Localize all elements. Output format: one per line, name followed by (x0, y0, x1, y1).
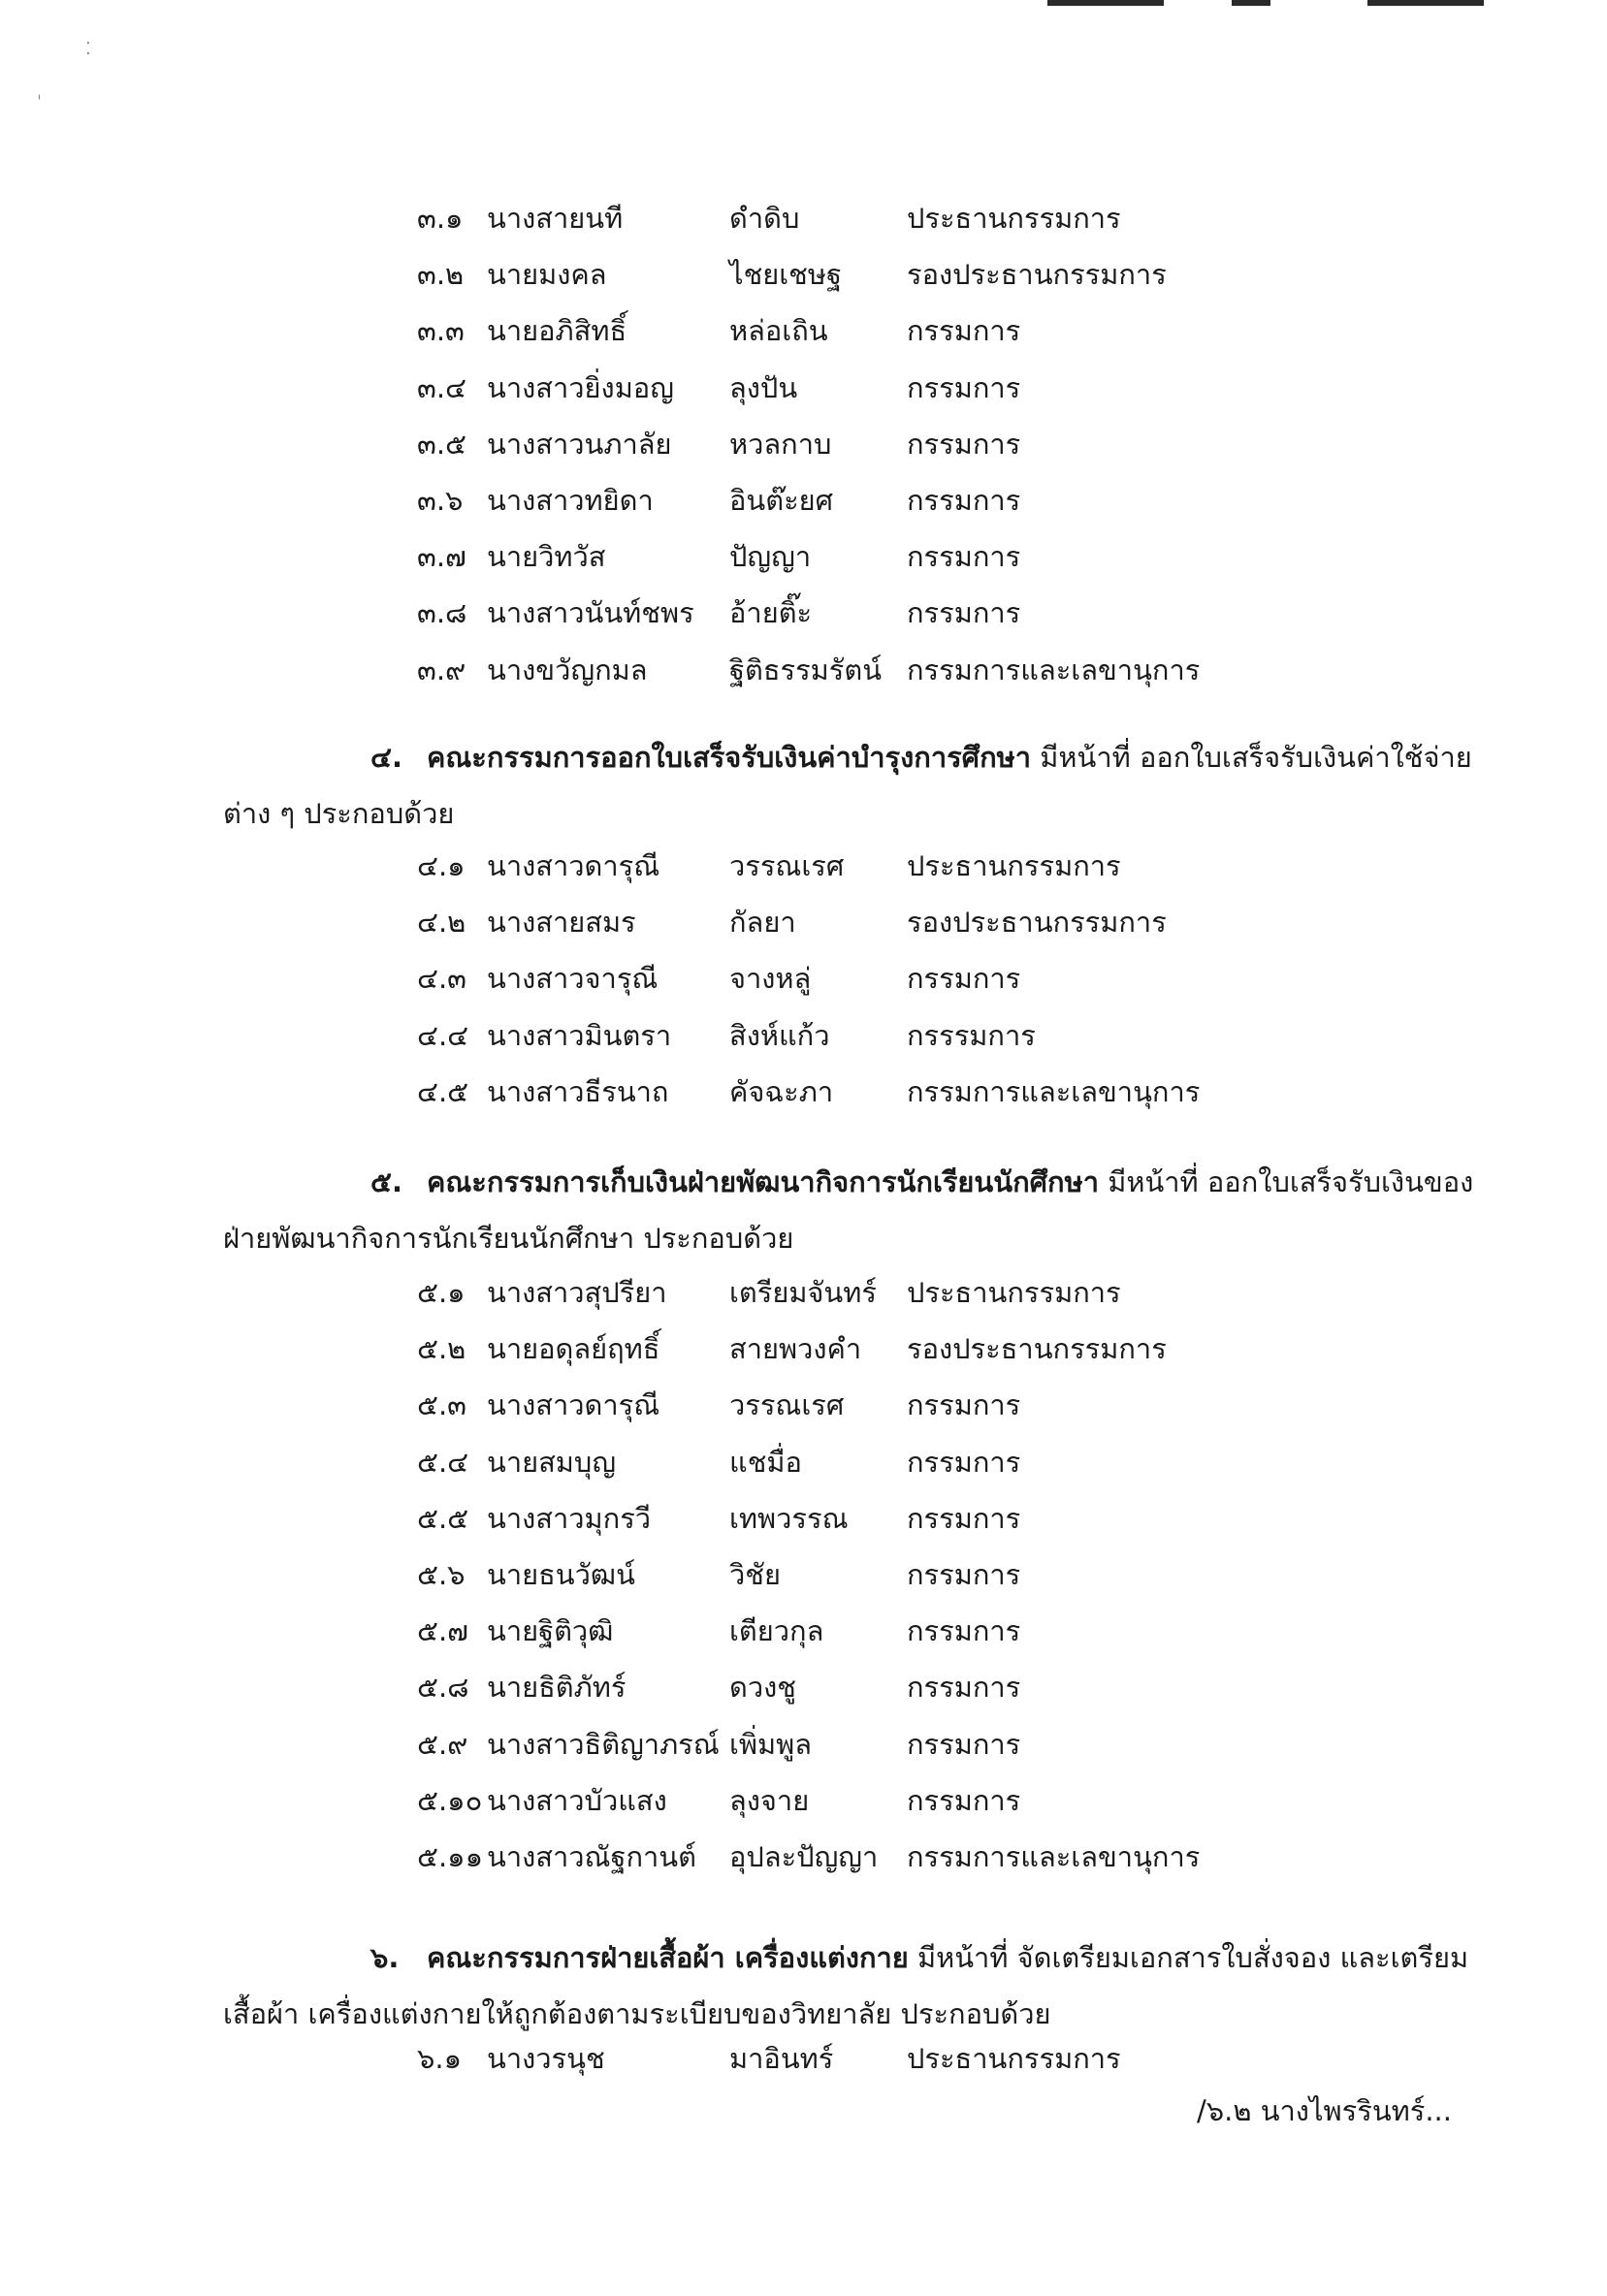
section-duty-continued: ฝ่ายพัฒนากิจการนักเรียนนักศึกษา ประกอบด้วย (223, 1222, 794, 1255)
member-role: รองประธานกรรมการ (907, 258, 1167, 292)
member-first-name: นางสาวดารุณี (487, 849, 660, 882)
member-first-name: นางสาวนภาลัย (487, 427, 672, 461)
member-role: กรรมการ (907, 1501, 1021, 1535)
member-last-name: หวลกาบ (729, 427, 832, 461)
member-number: ๖.๑ (417, 2042, 463, 2075)
member-role: รองประธานกรรมการ (907, 1332, 1167, 1366)
member-number: ๕.๙ (417, 1727, 468, 1761)
member-first-name: นางสาวยิ่งมอญ (487, 370, 674, 404)
section-6-member-list (417, 2030, 1532, 2087)
section-number: ๔. (370, 741, 402, 774)
member-number: ๔.๑ (417, 849, 466, 882)
member-row (417, 1377, 1532, 1433)
member-role: กรรมการ (907, 596, 1021, 630)
member-number: ๕.๗ (417, 1614, 468, 1648)
member-row (417, 1716, 1532, 1772)
member-last-name: เพิ่มพูล (729, 1727, 813, 1761)
member-number: ๓.๖ (417, 483, 464, 517)
member-number: ๓.๔ (417, 370, 466, 404)
section-duty: มีหน้าที่ ออกใบเสร็จรับเงินค่าใช้จ่าย (1031, 741, 1472, 774)
member-role: ประธานกรรมการ (907, 202, 1121, 235)
member-role: ประธานกรรมการ (907, 2042, 1121, 2075)
section-4-member-list (417, 838, 1532, 1120)
member-role: กรรมการและเลขานุการ (907, 1839, 1201, 1873)
member-first-name: นางสาวมินตรา (487, 1018, 672, 1052)
member-role: กรรมการ (907, 1783, 1021, 1817)
section-number: ๕. (370, 1165, 402, 1198)
member-row (417, 1264, 1532, 1321)
section-title: คณะกรรมการออกใบเสร็จรับเงินค่าบำรุงการศึกษา (427, 741, 1032, 774)
member-row (417, 1007, 1532, 1064)
member-row (417, 950, 1532, 1006)
member-number: ๓.๗ (417, 540, 466, 574)
member-first-name: นางสายนที (487, 202, 624, 235)
member-number: ๕.๒ (417, 1332, 466, 1366)
scan-speck: ˈ (37, 92, 42, 112)
member-number: ๕.๓ (417, 1388, 466, 1422)
member-role: กรรรมการ (907, 1018, 1036, 1052)
member-last-name: แชมื่อ (729, 1445, 802, 1479)
member-row (417, 472, 1532, 528)
member-first-name: นางสาวทยิดา (487, 483, 654, 517)
member-number: ๔.๓ (417, 962, 466, 996)
member-last-name: ปัญญา (729, 540, 812, 574)
member-last-name: อ้ายติ๊ะ (729, 596, 813, 630)
member-row (417, 190, 1532, 246)
member-number: ๔.๒ (417, 906, 466, 940)
member-first-name: นายสมบุญ (487, 1445, 617, 1479)
member-first-name: นางขวัญกมล (487, 653, 648, 686)
member-first-name: นายธนวัฒน์ (487, 1557, 635, 1591)
member-number: ๓.๙ (417, 653, 466, 686)
member-first-name: นางสาวสุปรียา (487, 1276, 667, 1309)
member-row (417, 1434, 1532, 1490)
member-last-name: ไชยเชษฐ (729, 258, 842, 292)
member-number: ๕.๖ (417, 1557, 466, 1591)
member-last-name: มาอินทร์ (729, 2042, 834, 2075)
member-role: ประธานกรรมการ (907, 849, 1121, 882)
member-row (417, 642, 1532, 698)
member-first-name: นางสายสมร (487, 906, 636, 940)
member-role: กรรมการ (907, 1727, 1021, 1761)
member-last-name: เตียวกุล (729, 1614, 824, 1648)
member-number: ๕.๘ (417, 1671, 469, 1705)
member-row (417, 894, 1532, 950)
member-number: ๔.๕ (417, 1074, 469, 1108)
member-first-name: นายอดุลย์ฤทธิ์ (487, 1332, 660, 1366)
member-first-name: นายมงคล (487, 258, 607, 292)
member-row (417, 838, 1532, 894)
member-last-name: กัลยา (729, 906, 796, 940)
member-last-name: วรรณเรศ (729, 1388, 845, 1422)
member-number: ๕.๕ (417, 1501, 469, 1535)
member-row (417, 1321, 1532, 1377)
member-first-name: นายฐิติวุฒิ (487, 1614, 614, 1648)
member-first-name: นางสาวธีรนาถ (487, 1074, 669, 1108)
scan-speck: ⁚ (85, 39, 91, 59)
member-first-name: นายวิทวัส (487, 540, 606, 574)
member-last-name: สิงห์แก้ว (729, 1018, 830, 1052)
member-row (417, 1603, 1532, 1659)
member-role: กรรมการและเลขานุการ (907, 653, 1201, 686)
member-first-name: นางสาวดารุณี (487, 1388, 660, 1422)
member-first-name: นางสาวธิติญาภรณ์ (487, 1727, 720, 1761)
section-5-heading (223, 1154, 1474, 1266)
member-number: ๓.๘ (417, 596, 467, 630)
member-role: กรรมการ (907, 962, 1021, 996)
member-row (417, 416, 1532, 472)
section-5-member-list (417, 1264, 1532, 1885)
member-role: กรรมการ (907, 1671, 1021, 1705)
member-role: กรรมการและเลขานุการ (907, 1074, 1201, 1108)
section-4-heading (223, 729, 1472, 842)
member-row (417, 1659, 1532, 1715)
member-role: รองประธานกรรมการ (907, 906, 1167, 940)
member-first-name: นายธิติภัทร์ (487, 1671, 627, 1705)
member-last-name: ฐิติธรรมรัตน์ (729, 653, 883, 686)
member-last-name: วรรณเรศ (729, 849, 845, 882)
section-title: คณะกรรมการเก็บเงินฝ่ายพัฒนากิจการนักเรียนนักศึกษา (427, 1165, 1099, 1198)
section-duty: มีหน้าที่ ออกใบเสร็จรับเงินของ (1099, 1165, 1474, 1198)
member-first-name: นางวรนุช (487, 2042, 605, 2075)
member-first-name: นางสาวมุกรวี (487, 1501, 652, 1535)
member-role: ประธานกรรมการ (907, 1276, 1121, 1309)
member-row (417, 1772, 1532, 1829)
member-last-name: ลุงจาย (729, 1783, 810, 1817)
member-role: กรรมการ (907, 1614, 1021, 1648)
section-6-heading (223, 1929, 1469, 2042)
member-last-name: ดำดิบ (729, 202, 800, 235)
member-row (417, 1547, 1532, 1603)
member-number: ๓.๑ (417, 202, 464, 235)
section-3-member-list (417, 190, 1532, 698)
member-role: กรรมการ (907, 1388, 1021, 1422)
member-number: ๕.๑๑ (417, 1839, 483, 1873)
member-last-name: ลุงปัน (729, 370, 798, 404)
member-number: ๕.๑ (417, 1276, 466, 1309)
member-row (417, 585, 1532, 641)
member-row (417, 360, 1532, 416)
member-last-name: จางหลู่ (729, 962, 812, 996)
member-number: ๔.๔ (417, 1018, 469, 1052)
member-role: กรรมการ (907, 540, 1021, 574)
member-first-name: นางสาวณัฐกานต์ (487, 1839, 696, 1873)
member-number: ๓.๒ (417, 258, 465, 292)
member-first-name: นางสาวนันท์ชพร (487, 596, 694, 630)
section-number: ๖. (370, 1941, 400, 1974)
section-duty-continued: เสื้อผ้า เครื่องแต่งกายให้ถูกต้องตามระเบียบของวิทยาลัย ประกอบด้วย (223, 1997, 1051, 2030)
page-continuation: /๖.๒ นางไพรรินทร์... (1196, 2094, 1452, 2127)
member-role: กรรมการ (907, 483, 1021, 517)
section-title: คณะกรรมการฝ่ายเสื้อผ้า เครื่องแต่งกาย (427, 1941, 909, 1974)
member-last-name: สายพวงคำ (729, 1332, 862, 1366)
member-row (417, 1490, 1532, 1547)
member-row (417, 1829, 1532, 1885)
member-number: ๓.๕ (417, 427, 466, 461)
member-last-name: เตรียมจันทร์ (729, 1276, 877, 1309)
member-role: กรรมการ (907, 370, 1021, 404)
section-duty-continued: ต่าง ๆ ประกอบด้วย (223, 797, 455, 830)
member-role: กรรมการ (907, 314, 1021, 348)
member-last-name: เทพวรรณ (729, 1501, 849, 1535)
member-role: กรรมการ (907, 1445, 1021, 1479)
member-row (417, 528, 1532, 585)
member-row (417, 303, 1532, 359)
section-duty: มีหน้าที่ จัดเตรียมเอกสารใบสั่งจอง และเตรียม (908, 1941, 1469, 1974)
member-first-name: นางสาวจารุณี (487, 962, 659, 996)
member-row (417, 2030, 1532, 2087)
member-number: ๕.๑๐ (417, 1783, 483, 1817)
member-role: กรรมการ (907, 427, 1021, 461)
member-row (417, 1064, 1532, 1120)
member-last-name: คัจฉะภา (729, 1074, 834, 1108)
member-last-name: อุปละปัญญา (729, 1839, 879, 1873)
member-first-name: นางสาวบัวแสง (487, 1783, 667, 1817)
member-row (417, 246, 1532, 303)
member-last-name: วิชัย (729, 1557, 781, 1591)
member-last-name: ดวงชู (729, 1671, 796, 1705)
scan-edge-marks (1047, 0, 1494, 8)
member-last-name: อินต๊ะยศ (729, 483, 834, 517)
member-last-name: หล่อเถิน (729, 314, 828, 348)
member-number: ๕.๔ (417, 1445, 469, 1479)
member-first-name: นายอภิสิทธิ์ (487, 314, 627, 348)
member-number: ๓.๓ (417, 314, 465, 348)
member-role: กรรมการ (907, 1557, 1021, 1591)
